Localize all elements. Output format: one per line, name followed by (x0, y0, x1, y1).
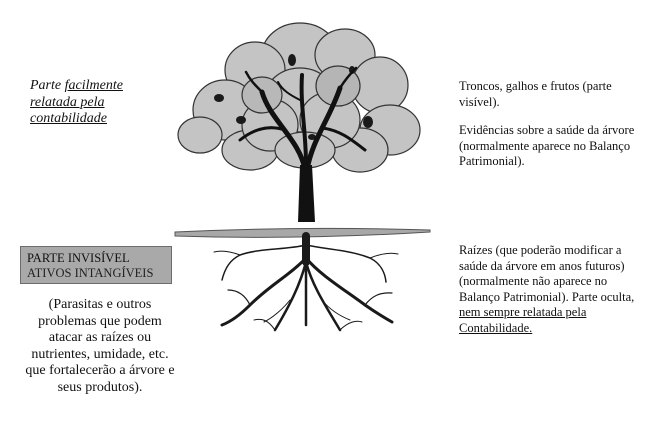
caption-line-contabilidade: contabilidade (30, 111, 107, 126)
roots-description (459, 243, 644, 336)
caption-word-facilmente: facilmente (64, 78, 123, 93)
parasites-description: (Parasitas e outros problemas que podem atacar as raízes ou nutrientes, umidade, etc. que fortalecerão a árvore e seus produtos). (25, 297, 175, 395)
tree-roots (214, 236, 398, 330)
roots-line-a: Raízes (que poderão modificar a saúde da árvore em anos futuros) (459, 243, 625, 273)
caption-line-relatada: relatada pela (30, 94, 105, 110)
tree-trunk (298, 165, 315, 222)
intangible-assets-label: ATIVOS INTANGÍVEIS (27, 266, 154, 280)
caption-word-parte: Parte (30, 78, 65, 93)
visible-part-caption (30, 78, 180, 128)
roots-underlined: nem sempre relatada pela Contabilidade. (459, 305, 587, 335)
trunk-description: Troncos, galhos e frutos (parte visível). (459, 79, 612, 109)
invisible-part-title: PARTE INVISÍVEL (27, 251, 130, 265)
evidence-description: Evidências sobre a saúde da árvore (normalmente aparece no Balanço Patrimonial). (459, 123, 635, 168)
roots-line-b: (normalmente não aparece no Balanço Patrimonial). Parte oculta, (459, 274, 635, 304)
invisible-part-box (20, 246, 172, 284)
